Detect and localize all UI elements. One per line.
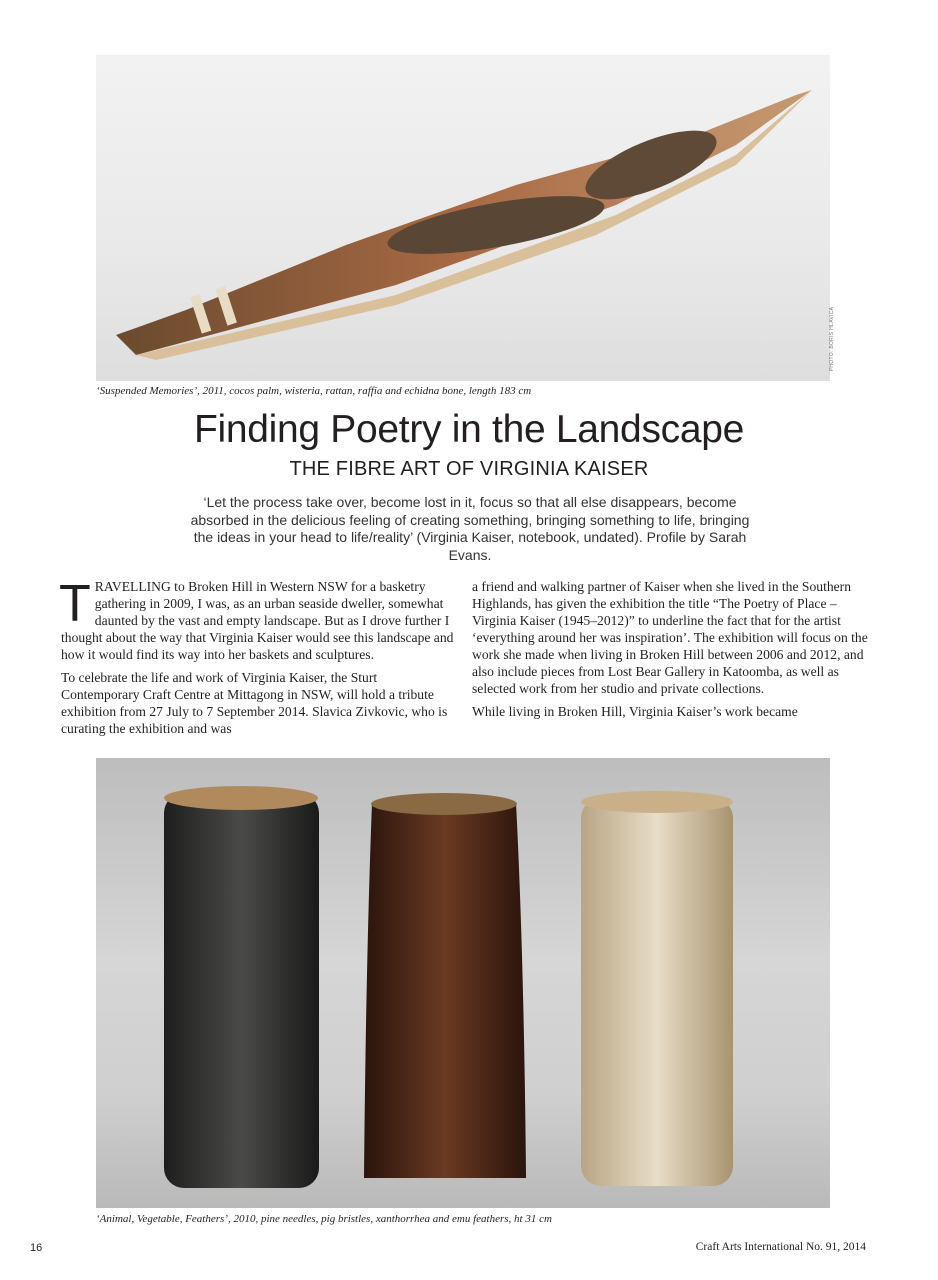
body-column-2 xyxy=(472,578,872,726)
publication-info: Craft Arts International No. 91, 2014 xyxy=(695,1241,866,1253)
article-title: Finding Poetry in the Landscape xyxy=(193,408,745,451)
bottom-photo-caption: ‘Animal, Vegetable, Feathers’, 2010, pine needles, pig bristles, xanthorrhea and emu feathers, ht 31 cm xyxy=(96,1213,552,1225)
palm-sculpture-illustration xyxy=(96,55,830,381)
drop-cap: T xyxy=(59,575,91,633)
page-number: 16 xyxy=(30,1242,43,1254)
photo-credit: PHOTO: BORIS HLAVICA xyxy=(829,306,836,372)
paragraph: a friend and walking partner of Kaiser when she lived in the Southern Highlands, has given the exhibition the title “The Poetry of Place – Virginia Kaiser (1945–2012)” to underline the fact that for the artist ‘everything around her was inspiration’. The exhibition will focus on the work she made when living in Broken Hill between 2006 and 2012, and also include pieces from Lost Bear Gallery in Katoomba, as well as selected work from her studio and private collections. xyxy=(472,579,868,696)
article-standfirst: ‘Let the process take over, become lost in it, focus so that all else disappears, become absorbed in the delicious feeling of creating something, bringing something to life, bringing the ideas in your head to life/reality’ (Virginia Kaiser, notebook, undated). Profile by Sarah Evans. xyxy=(190,494,750,563)
top-photo-caption: ‘Suspended Memories’, 2011, cocos palm, wisteria, rattan, raffia and echidna bone, length 183 cm xyxy=(96,385,532,397)
body-column-1 xyxy=(59,575,456,743)
three-baskets-illustration xyxy=(96,758,830,1208)
article-subtitle: THE FIBRE ART OF VIRGINIA KAISER xyxy=(289,458,649,480)
paragraph: To celebrate the life and work of Virginia Kaiser, the Sturt Contemporary Craft Centre at Mittagong in NSW, will hold a tribute exhibition from 27 July to 7 September 2014. Slavica Zivkovic, who is curating the exhibition and was xyxy=(61,670,448,736)
paragraph: While living in Broken Hill, Virginia Kaiser’s work became xyxy=(472,704,798,719)
baskets-photo xyxy=(96,758,830,1208)
paragraph: TRAVELLING to Broken Hill in Western NSW for a basketry gathering in 2009, I was, as an urban seaside dweller, somewhat daunted by the vast and empty landscape. But as I drove further I thought about the way that Virginia Kaiser would see this landscape and how it would find its way into her baskets and sculptures. xyxy=(59,575,454,662)
sculpture-photo xyxy=(96,55,830,381)
